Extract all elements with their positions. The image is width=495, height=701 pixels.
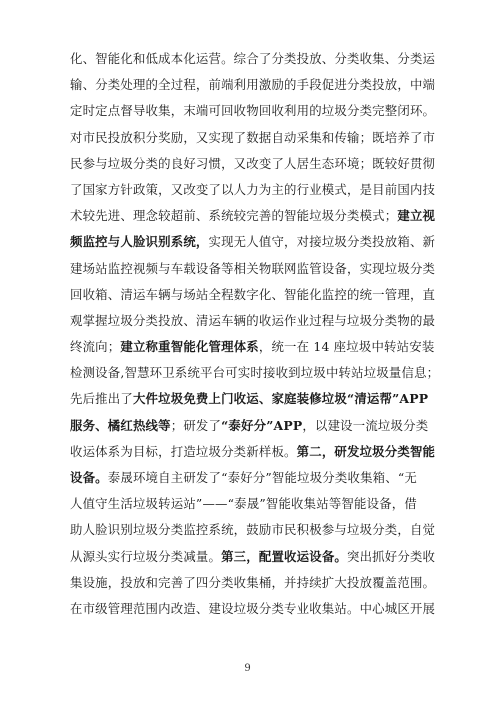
text-line — [70, 413, 436, 439]
text-line — [70, 177, 436, 203]
text-segment: ，以建设一流垃圾分类 — [302, 417, 429, 433]
text-line — [70, 517, 436, 543]
text-line — [70, 46, 436, 72]
text-line — [70, 125, 436, 151]
text-line — [70, 334, 436, 360]
text-segment: 输、分类处理的全过程，前端利用激励的手段促进分类投放，中端 — [70, 77, 436, 93]
text-segment: 了国家方针政策，又改变了以人力为主的行业模式，是目前国内技 — [70, 181, 436, 197]
text-segment: 建场站监控视频与车载设备等相关物联网监管设备，实现垃圾分类 — [70, 260, 436, 276]
text-segment: 从源头实行垃圾分类减量。 — [70, 548, 222, 564]
text-segment: 定时定点督导收集，末端可回收物回收利用的垃圾分类完整闭环。 — [70, 103, 436, 119]
text-line — [70, 98, 436, 124]
text-segment: 泰晟环境自主研发了“泰好分”智能垃圾分类收集箱、“无 — [107, 470, 417, 485]
text-segment: 化、智能化和低成本化运营。综合了分类投放、分类收集、分类运 — [70, 51, 436, 66]
text-segment: 先后推出了 — [70, 391, 133, 407]
text-segment: 助人脸识别垃圾分类监控系统，鼓励市民积极参与垃圾分类，自觉 — [70, 522, 436, 538]
text-segment: 在市级管理范围内改造、建设垃圾分类专业收集站。中心城区开展 — [70, 600, 436, 616]
text-line — [70, 229, 436, 255]
text-segment: 观掌握垃圾分类投放、清运车辆的收运作业过程与垃圾分类物的最 — [70, 312, 436, 328]
text-segment: 检测设备,智慧环卫系统平台可实时接收到垃圾中转站垃圾量信息； — [70, 365, 440, 381]
text-line — [70, 570, 436, 596]
text-segment: 术较先进、理念较超前、系统较完善的智能垃圾分类模式； — [70, 208, 398, 224]
bold-phrase: 设备。 — [70, 470, 108, 485]
text-segment: 实现无人值守，对接垃圾分类投放箱、新 — [208, 234, 436, 250]
text-segment: 人值守生活垃圾转运站”——“泰晟”智能收集站等智能设备，借 — [70, 496, 417, 512]
text-segment: 终流向； — [70, 339, 121, 355]
bold-phrase: 服务、橘红热线等 — [70, 417, 171, 433]
text-segment: 突出抓好分类收 — [347, 548, 436, 564]
body-text — [70, 46, 440, 622]
text-segment: 对市民投放积分奖励，又实现了数据自动采集和传输；既培养了市 — [70, 129, 436, 145]
bold-phrase: 建立视 — [397, 208, 436, 224]
text-line — [70, 465, 436, 491]
text-line — [70, 544, 436, 570]
text-line — [70, 439, 436, 465]
text-line — [70, 386, 436, 412]
text-segment: ；研发了 — [170, 417, 222, 433]
text-segment: ，统一在 14 座垃圾中转站安装 — [258, 339, 435, 355]
text-line — [70, 308, 436, 334]
text-line — [70, 360, 440, 386]
bold-phrase: “泰好分”APP — [221, 417, 303, 433]
text-line — [70, 151, 436, 177]
text-segment: 集设施，投放和完善了四分类收集桶，并持续扩大投放覆盖范围。 — [70, 574, 436, 590]
page-number: 9 — [244, 663, 251, 674]
bold-phrase: 第二，研发垃圾分类智能 — [296, 443, 436, 459]
bold-phrase: 第三，配置收运设备。 — [221, 548, 347, 564]
text-line — [70, 491, 436, 517]
text-line — [70, 256, 436, 282]
bold-phrase: 建立称重智能化管理体系 — [120, 339, 259, 355]
bold-phrase: 频监控与人脸识别系统， — [70, 234, 209, 250]
text-segment: 民参与垃圾分类的良好习惯，又改变了人居生态环境；既较好贯彻 — [70, 155, 436, 171]
bold-phrase: 大件垃圾免费上门收运、家庭装修垃圾“清运帮”APP — [132, 391, 429, 407]
text-line — [70, 72, 436, 98]
text-segment: 回收箱、清运车辆与场站全程数字化、智能化监控的统一管理，直 — [70, 286, 436, 302]
text-line — [70, 596, 436, 622]
text-line — [70, 203, 436, 229]
text-line — [70, 282, 436, 308]
text-segment: 收运体系为目标，打造垃圾分类新样板。 — [70, 443, 297, 459]
